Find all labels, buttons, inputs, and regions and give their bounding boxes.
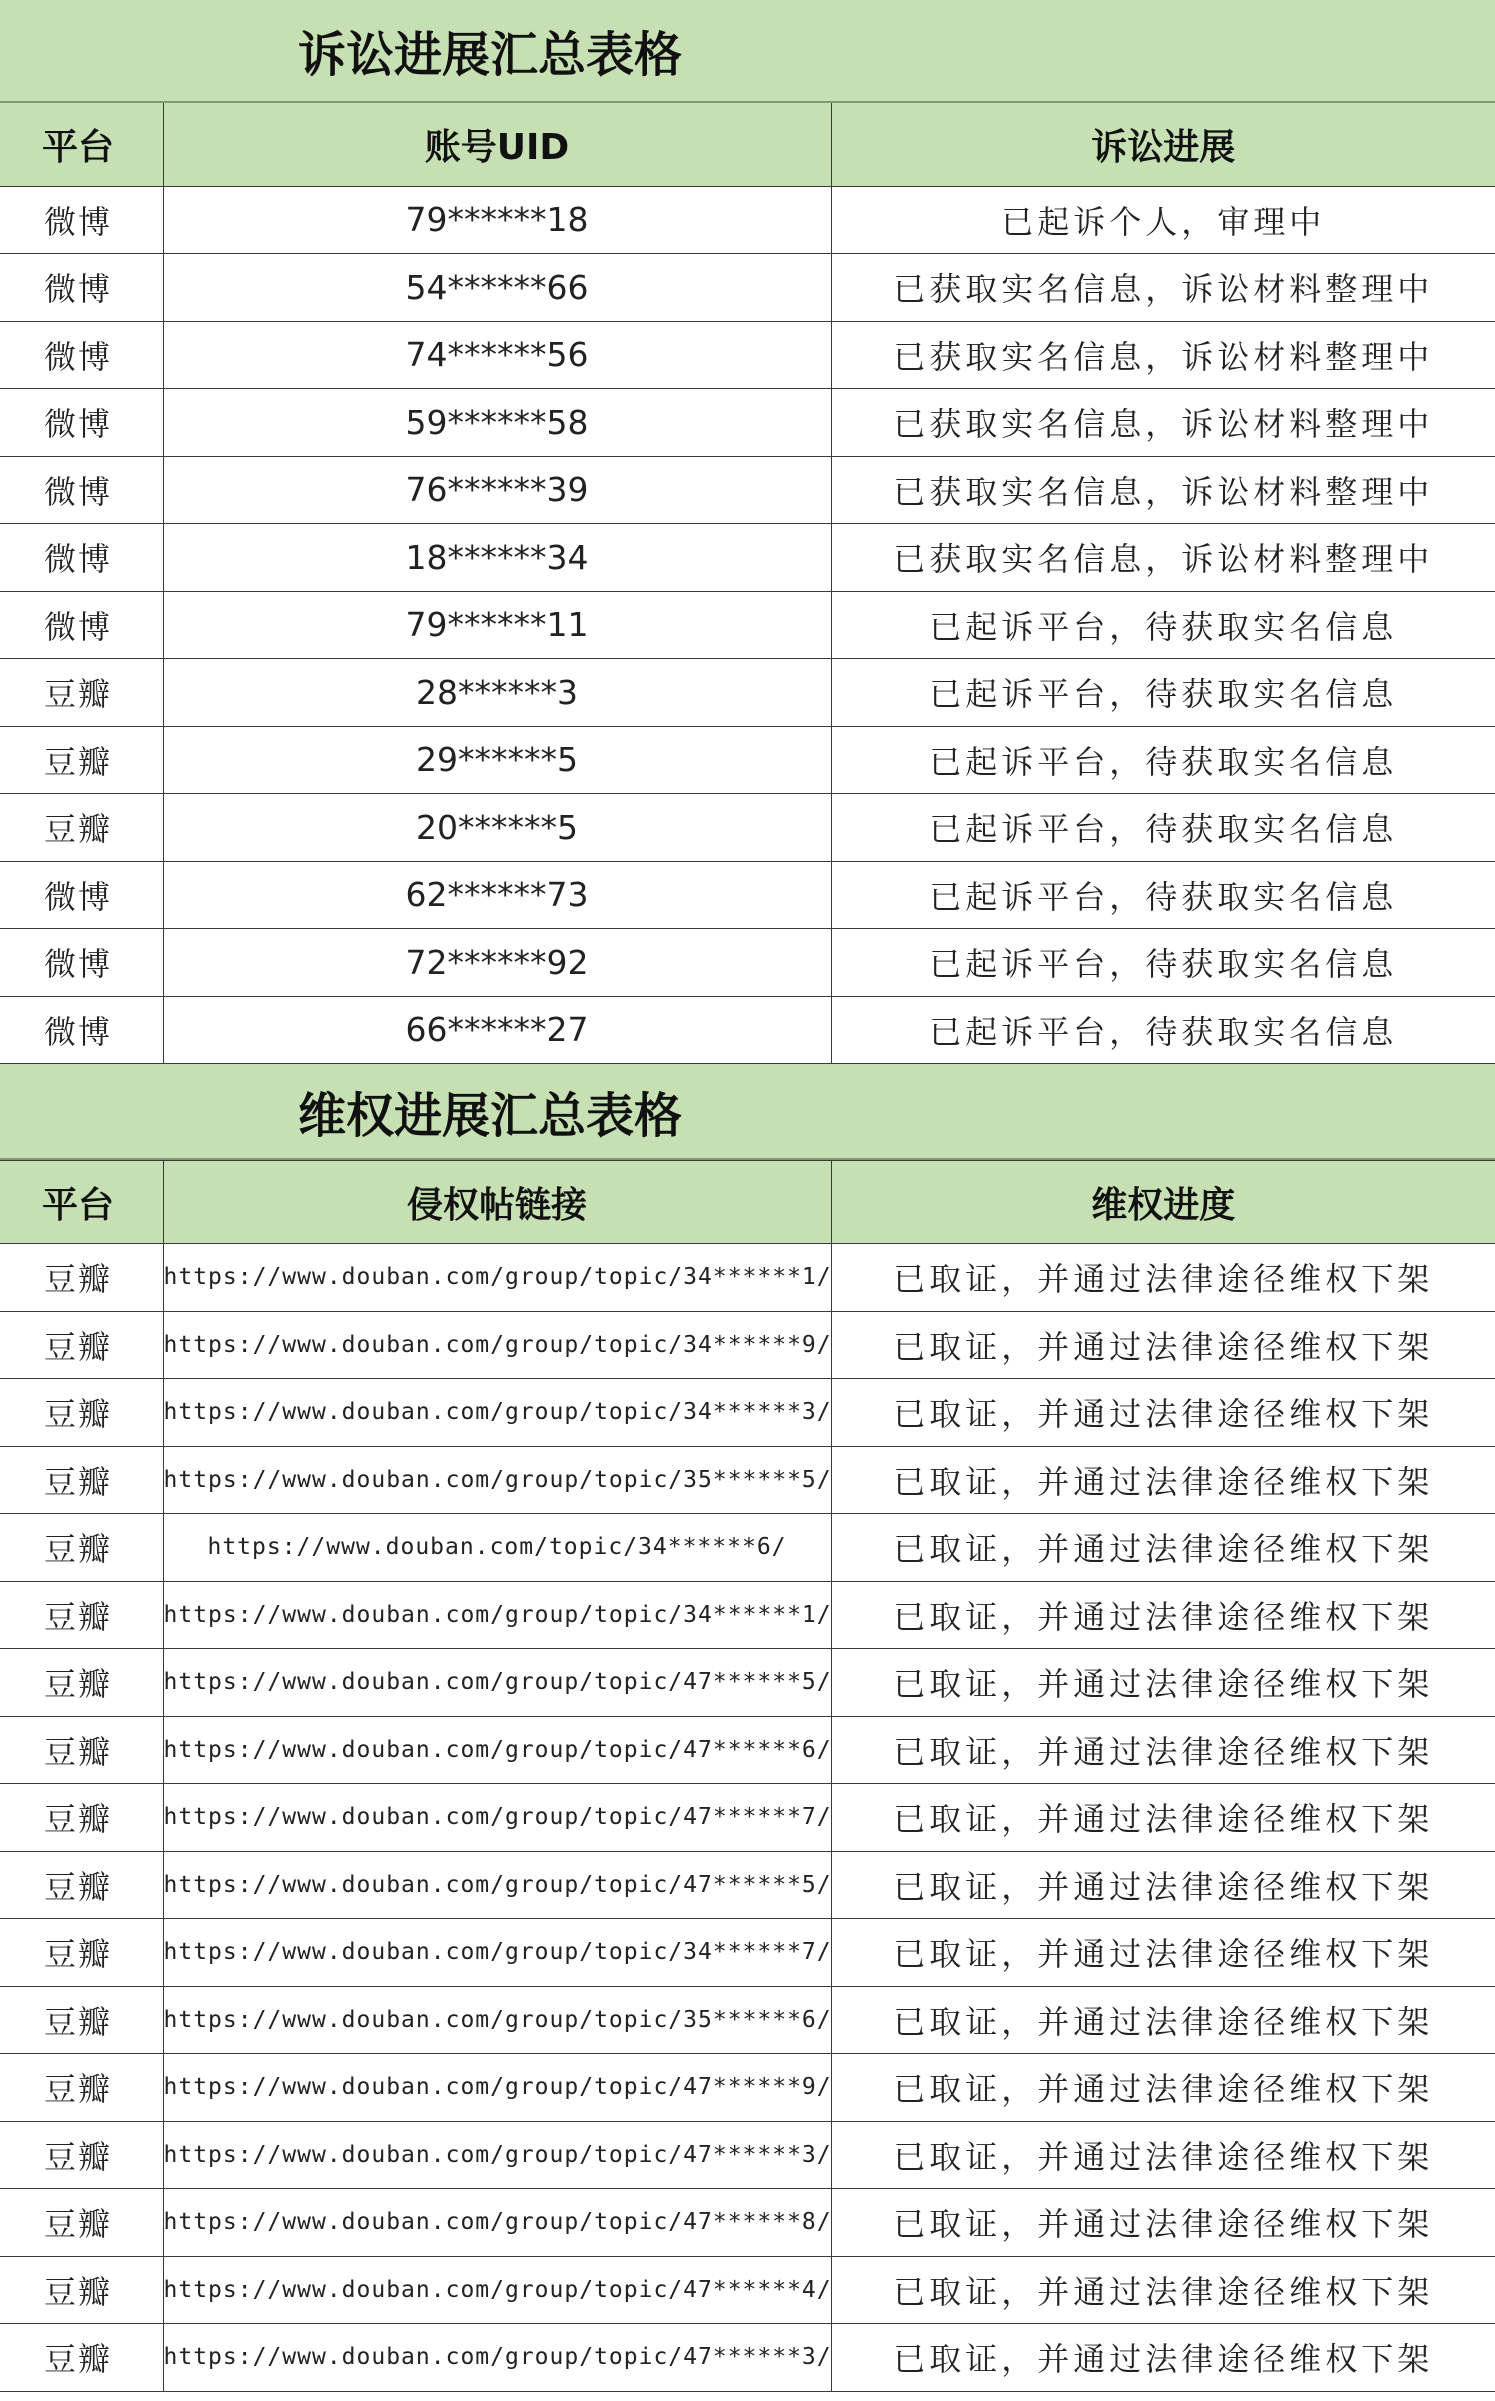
progress-cell: 已起诉平台，待获取实名信息 — [831, 726, 1495, 794]
platform-cell: 豆瓣 — [0, 1784, 163, 1852]
progress-cell: 已获取实名信息，诉讼材料整理中 — [831, 254, 1495, 322]
platform-cell: 微博 — [0, 861, 163, 929]
progress-cell: 已取证，并通过法律途径维权下架 — [831, 2121, 1495, 2189]
table-row — [0, 1986, 1495, 2054]
link-cell[interactable]: https://www.douban.com/group/topic/34******3/ — [163, 1379, 831, 1447]
header-lawsuit-progress: 诉讼进展 — [831, 103, 1495, 186]
progress-cell: 已取证，并通过法律途径维权下架 — [831, 1919, 1495, 1987]
link-cell[interactable]: https://www.douban.com/group/topic/47******7/ — [163, 1784, 831, 1852]
uid-cell: 59******58 — [163, 389, 831, 457]
table-row — [0, 794, 1495, 862]
lawsuit-table-title: 诉讼进展汇总表格 — [0, 0, 1495, 103]
table-row — [0, 726, 1495, 794]
table-row — [0, 591, 1495, 659]
platform-cell: 豆瓣 — [0, 1851, 163, 1919]
table-row — [0, 2121, 1495, 2189]
platform-cell: 微博 — [0, 996, 163, 1064]
uid-cell: 28******3 — [163, 659, 831, 727]
rights-table — [0, 1160, 1495, 2392]
progress-cell: 已取证，并通过法律途径维权下架 — [831, 1986, 1495, 2054]
header-platform: 平台 — [0, 103, 163, 186]
link-cell[interactable]: https://www.douban.com/group/topic/34******9/ — [163, 1311, 831, 1379]
link-cell[interactable]: https://www.douban.com/group/topic/35******6/ — [163, 1986, 831, 2054]
table-row — [0, 1649, 1495, 1717]
platform-cell: 豆瓣 — [0, 1446, 163, 1514]
platform-cell: 微博 — [0, 254, 163, 322]
link-cell[interactable]: https://www.douban.com/group/topic/47******8/ — [163, 2189, 831, 2257]
progress-cell: 已取证，并通过法律途径维权下架 — [831, 1379, 1495, 1447]
progress-cell: 已起诉平台，待获取实名信息 — [831, 996, 1495, 1064]
table-row — [0, 996, 1495, 1064]
progress-cell: 已获取实名信息，诉讼材料整理中 — [831, 389, 1495, 457]
platform-cell: 豆瓣 — [0, 2256, 163, 2324]
progress-cell: 已起诉个人，审理中 — [831, 186, 1495, 254]
platform-cell: 微博 — [0, 929, 163, 997]
progress-cell: 已取证，并通过法律途径维权下架 — [831, 1311, 1495, 1379]
table-row — [0, 2054, 1495, 2122]
link-cell[interactable]: https://www.douban.com/group/topic/35******5/ — [163, 1446, 831, 1514]
link-cell[interactable]: https://www.douban.com/topic/34******6/ — [163, 1514, 831, 1582]
platform-cell: 微博 — [0, 456, 163, 524]
link-cell[interactable]: https://www.douban.com/group/topic/47******5/ — [163, 1649, 831, 1717]
table-row — [0, 1446, 1495, 1514]
table-row — [0, 1581, 1495, 1649]
table-row — [0, 1784, 1495, 1852]
platform-cell: 微博 — [0, 591, 163, 659]
progress-cell: 已取证，并通过法律途径维权下架 — [831, 1244, 1495, 1312]
progress-cell: 已取证，并通过法律途径维权下架 — [831, 1851, 1495, 1919]
platform-cell: 豆瓣 — [0, 1716, 163, 1784]
platform-cell: 豆瓣 — [0, 2121, 163, 2189]
platform-cell: 微博 — [0, 186, 163, 254]
uid-cell: 29******5 — [163, 726, 831, 794]
uid-cell: 20******5 — [163, 794, 831, 862]
progress-cell: 已取证，并通过法律途径维权下架 — [831, 2189, 1495, 2257]
uid-cell: 79******11 — [163, 591, 831, 659]
table-row — [0, 1716, 1495, 1784]
table-row — [0, 456, 1495, 524]
table-row — [0, 659, 1495, 727]
platform-cell: 豆瓣 — [0, 1581, 163, 1649]
table-row — [0, 1311, 1495, 1379]
lawsuit-table — [0, 103, 1495, 1064]
rights-table-title: 维权进展汇总表格 — [0, 1064, 1495, 1160]
platform-cell: 豆瓣 — [0, 1379, 163, 1447]
link-cell[interactable]: https://www.douban.com/group/topic/47******5/ — [163, 1851, 831, 1919]
uid-cell: 62******73 — [163, 861, 831, 929]
progress-cell: 已获取实名信息，诉讼材料整理中 — [831, 456, 1495, 524]
link-cell[interactable]: https://www.douban.com/group/topic/47******3/ — [163, 2121, 831, 2189]
rights-header-row — [0, 1161, 1495, 1244]
platform-cell: 微博 — [0, 321, 163, 389]
table-row — [0, 389, 1495, 457]
uid-cell: 76******39 — [163, 456, 831, 524]
uid-cell: 54******66 — [163, 254, 831, 322]
uid-cell: 18******34 — [163, 524, 831, 592]
platform-cell: 豆瓣 — [0, 2054, 163, 2122]
progress-cell: 已取证，并通过法律途径维权下架 — [831, 1514, 1495, 1582]
progress-cell: 已起诉平台，待获取实名信息 — [831, 929, 1495, 997]
link-cell[interactable]: https://www.douban.com/group/topic/47******3/ — [163, 2324, 831, 2392]
progress-cell: 已起诉平台，待获取实名信息 — [831, 659, 1495, 727]
platform-cell: 豆瓣 — [0, 1919, 163, 1987]
progress-cell: 已获取实名信息，诉讼材料整理中 — [831, 524, 1495, 592]
platform-cell: 豆瓣 — [0, 2189, 163, 2257]
progress-cell: 已取证，并通过法律途径维权下架 — [831, 1446, 1495, 1514]
link-cell[interactable]: https://www.douban.com/group/topic/34******1/ — [163, 1244, 831, 1312]
link-cell[interactable]: https://www.douban.com/group/topic/34******1/ — [163, 1581, 831, 1649]
platform-cell: 豆瓣 — [0, 1311, 163, 1379]
table-row — [0, 1244, 1495, 1312]
table-row — [0, 1514, 1495, 1582]
table-row — [0, 861, 1495, 929]
header-rights-progress: 维权进度 — [831, 1161, 1495, 1244]
platform-cell: 豆瓣 — [0, 1514, 163, 1582]
platform-cell: 豆瓣 — [0, 1244, 163, 1312]
progress-cell: 已取证，并通过法律途径维权下架 — [831, 2054, 1495, 2122]
progress-cell: 已取证，并通过法律途径维权下架 — [831, 1784, 1495, 1852]
table-row — [0, 929, 1495, 997]
uid-cell: 72******92 — [163, 929, 831, 997]
uid-cell: 66******27 — [163, 996, 831, 1064]
progress-cell: 已获取实名信息，诉讼材料整理中 — [831, 321, 1495, 389]
table-row — [0, 2324, 1495, 2392]
link-cell[interactable]: https://www.douban.com/group/topic/47******9/ — [163, 2054, 831, 2122]
platform-cell: 豆瓣 — [0, 2324, 163, 2392]
table-row — [0, 2189, 1495, 2257]
progress-cell: 已起诉平台，待获取实名信息 — [831, 861, 1495, 929]
table-row — [0, 1379, 1495, 1447]
table-row — [0, 1851, 1495, 1919]
uid-cell: 79******18 — [163, 186, 831, 254]
table-row — [0, 186, 1495, 254]
header-account-uid: 账号UID — [163, 103, 831, 186]
table-row — [0, 2256, 1495, 2324]
platform-cell: 豆瓣 — [0, 794, 163, 862]
table-row — [0, 1919, 1495, 1987]
link-cell[interactable]: https://www.douban.com/group/topic/47******6/ — [163, 1716, 831, 1784]
link-cell[interactable]: https://www.douban.com/group/topic/47******4/ — [163, 2256, 831, 2324]
progress-cell: 已起诉平台，待获取实名信息 — [831, 591, 1495, 659]
platform-cell: 豆瓣 — [0, 1986, 163, 2054]
platform-cell: 微博 — [0, 389, 163, 457]
header-infringing-link: 侵权帖链接 — [163, 1161, 831, 1244]
progress-cell: 已取证，并通过法律途径维权下架 — [831, 1649, 1495, 1717]
table-row — [0, 254, 1495, 322]
platform-cell: 微博 — [0, 524, 163, 592]
platform-cell: 豆瓣 — [0, 1649, 163, 1717]
progress-cell: 已起诉平台，待获取实名信息 — [831, 794, 1495, 862]
platform-cell: 豆瓣 — [0, 726, 163, 794]
header-platform: 平台 — [0, 1161, 163, 1244]
lawsuit-header-row — [0, 103, 1495, 186]
progress-cell: 已取证，并通过法律途径维权下架 — [831, 2256, 1495, 2324]
uid-cell: 74******56 — [163, 321, 831, 389]
platform-cell: 豆瓣 — [0, 659, 163, 727]
progress-cell: 已取证，并通过法律途径维权下架 — [831, 1716, 1495, 1784]
progress-cell: 已取证，并通过法律途径维权下架 — [831, 1581, 1495, 1649]
link-cell[interactable]: https://www.douban.com/group/topic/34******7/ — [163, 1919, 831, 1987]
progress-cell: 已取证，并通过法律途径维权下架 — [831, 2324, 1495, 2392]
table-row — [0, 524, 1495, 592]
table-row — [0, 321, 1495, 389]
